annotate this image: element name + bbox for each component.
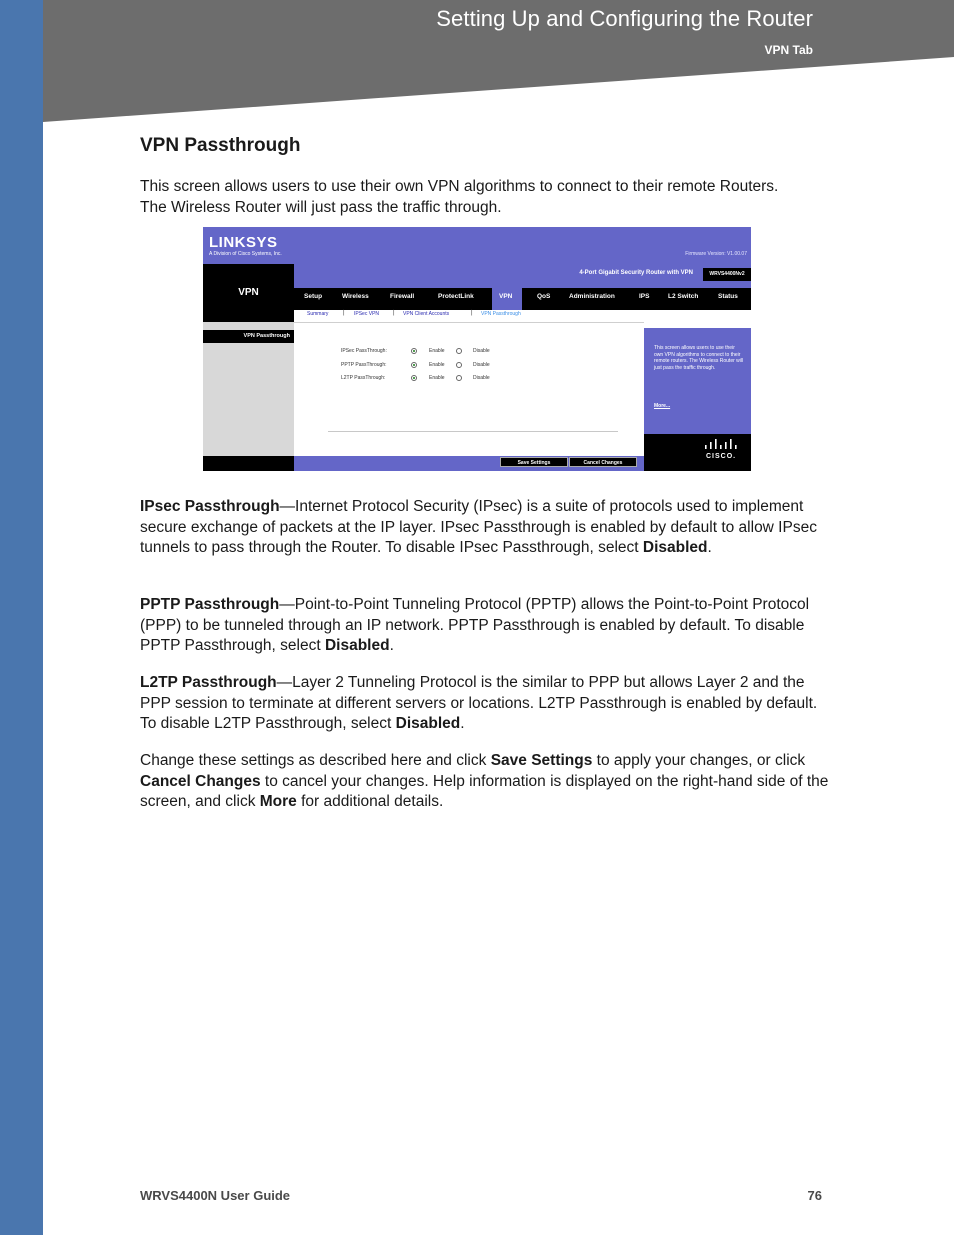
logo-subtitle: A Division of Cisco Systems, Inc. <box>209 251 282 257</box>
ipsec-row-label: IPSec PassThrough: <box>341 348 387 354</box>
ipsec-body: —Internet Protocol Security (IPsec) is a suite of protocols used to implement secure exchange of packets at the IP layer. IPsec Passthrough is enabled by default to allow IPsec tunnels to pass through the Router. To disable IPsec Passthrough, select <box>140 498 817 556</box>
subtab-vpn-passthrough[interactable]: VPN Passthrough <box>481 311 521 317</box>
l2tp-enable-radio[interactable] <box>411 375 417 381</box>
tab-administration[interactable]: Administration <box>569 293 615 300</box>
footer-guide-title: WRVS4400N User Guide <box>140 1188 291 1203</box>
pptp-row-label: PPTP PassThrough: <box>341 362 387 368</box>
tab-vpn[interactable]: VPN <box>499 293 513 300</box>
left-panel <box>203 322 294 471</box>
change-end: for additional details. <box>296 793 444 810</box>
ipsec-paragraph <box>140 497 830 559</box>
router-screenshot <box>203 227 751 471</box>
router-top-bar <box>203 227 751 264</box>
pptp-disable-label: Disable <box>473 362 490 368</box>
linksys-logo: LINKSYS <box>209 234 278 251</box>
tab-firewall[interactable]: Firewall <box>390 293 415 300</box>
l2tp-body: —Layer 2 Tunneling Protocol is the similar to PPP but allows Layer 2 and the PPP session to terminate at different servers or locations. L2TP Passthrough is enabled by default. To disable L2TP Passthrough, select <box>140 674 818 732</box>
save-settings-button[interactable]: Save Settings <box>500 457 568 467</box>
change-mid: to apply your changes, or click <box>592 752 806 769</box>
tab-qos[interactable]: QoS <box>537 293 551 300</box>
change-more: More <box>259 793 297 810</box>
tab-l2-switch[interactable]: L2 Switch <box>668 293 699 300</box>
l2tp-paragraph <box>140 673 830 735</box>
product-bar <box>294 264 751 288</box>
pptp-enable-label: Enable <box>429 362 445 368</box>
product-name: 4-Port Gigabit Security Router with VPN <box>579 270 693 276</box>
subtab-separator: | <box>471 310 473 316</box>
ipsec-term: IPsec Passthrough <box>140 498 280 515</box>
help-text: This screen allows users to use their own VPN algorithms to connect to their remote routers. The Wireless Router will just pass the traffic through. <box>654 345 744 372</box>
subtab-ipsec-vpn[interactable]: IPSec VPN <box>354 311 380 317</box>
model-badge: WRVS4400Nv2 <box>703 268 751 281</box>
subtab-summary[interactable]: Summary <box>307 311 329 317</box>
ipsec-disable-label: Disable <box>473 348 490 354</box>
left-color-bar <box>0 0 43 1235</box>
pptp-paragraph <box>140 595 830 657</box>
subtab-separator: | <box>343 310 345 316</box>
content-area <box>294 322 644 471</box>
help-more-link[interactable]: More... <box>654 403 671 409</box>
footer-page-number: 76 <box>807 1188 822 1203</box>
left-panel-label: VPN Passthrough <box>203 330 294 343</box>
pptp-body: —Point-to-Point Tunneling Protocol (PPTP) allows the Point-to-Point Protocol (PPP) to be tunneled through an IP network. PPTP Passthrough is enabled by default. To disable PPTP Passthrough, select <box>140 596 810 654</box>
header-subtitle: VPN Tab <box>764 43 813 57</box>
tab-status[interactable]: Status <box>718 293 738 300</box>
content-divider <box>328 431 618 432</box>
l2tp-value: Disabled <box>395 715 461 732</box>
l2tp-term: L2TP Passthrough <box>140 674 277 691</box>
change-cancel: Cancel Changes <box>140 772 261 790</box>
ipsec-disable-radio[interactable] <box>456 348 462 354</box>
intro-paragraph <box>140 177 830 218</box>
change-settings-paragraph <box>140 751 830 813</box>
cisco-logo-text: CISCO. <box>706 453 737 460</box>
intro-line-1: This screen allows users to use their own VPN algorithms to connect to their remote Routers. <box>140 178 779 195</box>
subtab-vpn-client-accounts[interactable]: VPN Client Accounts <box>403 311 450 317</box>
l2tp-disable-radio[interactable] <box>456 375 462 381</box>
firmware-version: Firmware Version: V1.00.07 <box>685 251 747 257</box>
intro-line-2: The Wireless Router will just pass the traffic through. <box>140 198 502 216</box>
l2tp-disable-label: Disable <box>473 375 490 381</box>
l2tp-period: . <box>460 715 465 732</box>
l2tp-enable-label: Enable <box>429 375 445 381</box>
l2tp-row-label: L2TP PassThrough: <box>341 375 386 381</box>
tab-wireless[interactable]: Wireless <box>342 293 369 300</box>
ipsec-enable-label: Enable <box>429 348 445 354</box>
ipsec-value: Disabled <box>642 539 708 556</box>
change-save: Save Settings <box>490 752 593 769</box>
cisco-logo-icon <box>703 439 743 451</box>
section-title: VPN Passthrough <box>140 135 301 156</box>
pptp-period: . <box>389 637 394 654</box>
subtab-separator: | <box>393 310 395 316</box>
change-mid2: to cancel your changes. Help information is displayed on the right-hand side of the screen, and click <box>140 772 829 810</box>
section-label: VPN <box>238 287 259 298</box>
pptp-disable-radio[interactable] <box>456 362 462 368</box>
ipsec-enable-radio[interactable] <box>411 348 417 354</box>
tab-protectlink[interactable]: ProtectLink <box>438 293 474 300</box>
tab-setup[interactable]: Setup <box>304 293 323 300</box>
bottom-left-bar <box>203 456 294 471</box>
pptp-value: Disabled <box>324 637 390 654</box>
ipsec-period: . <box>707 539 712 556</box>
header-title: Setting Up and Configuring the Router <box>436 6 813 31</box>
tab-ips[interactable]: IPS <box>639 293 650 300</box>
pptp-enable-radio[interactable] <box>411 362 417 368</box>
change-pre: Change these settings as described here and click <box>140 752 491 769</box>
cancel-changes-button[interactable]: Cancel Changes <box>569 457 637 467</box>
pptp-term: PPTP Passthrough <box>140 596 280 613</box>
